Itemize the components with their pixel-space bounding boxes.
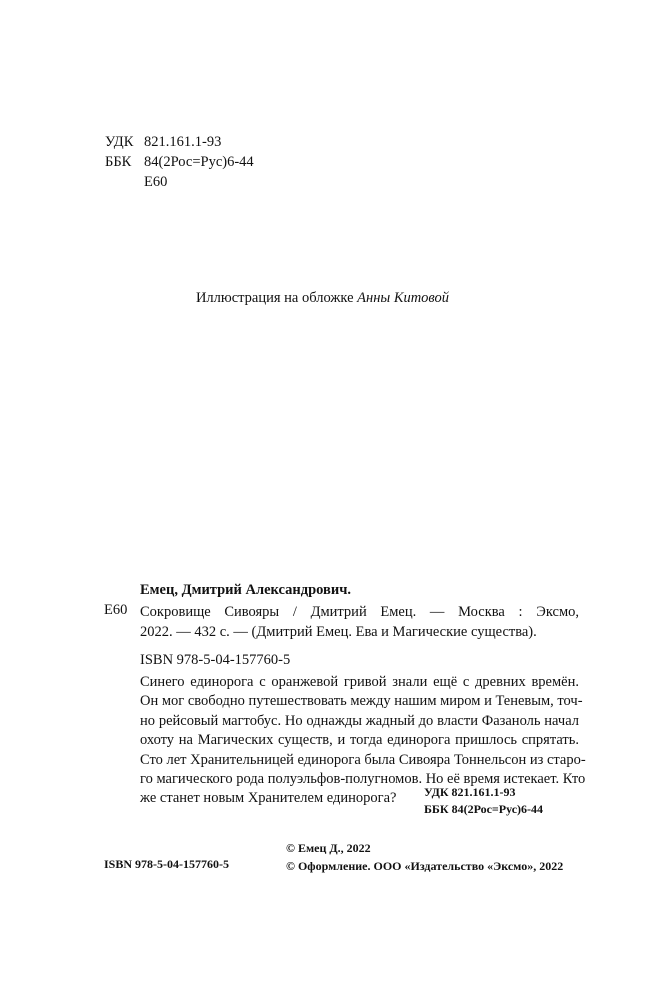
bbk-label: ББК <box>105 154 132 170</box>
udk-row <box>105 132 254 152</box>
annotation-line: же станет новым Хранителем единорога? <box>140 790 397 807</box>
annotation-line: Сто лет Хранительницей единорога была Сивояра Тоннельсон из старо- <box>140 751 586 768</box>
udk-value: 821.161.1-93 <box>144 134 222 150</box>
annotation-line: го магического рода полуэльфов-полугномов. Но её время истекает. Кто <box>140 771 586 788</box>
author-cutter-code: Е60 <box>144 174 168 190</box>
annotation-line: охоту на Магических существ, и тогда единорога пришлось спрятать. <box>140 732 579 749</box>
cutter-row <box>105 172 254 192</box>
entry-description <box>140 602 579 642</box>
copyright-author: © Емец Д., 2022 <box>286 841 371 855</box>
isbn-bottom: ISBN 978-5-04-157760-5 <box>104 857 229 871</box>
classification-block <box>105 132 254 192</box>
annotation-line: Он мог свободно путешествовать между нашим миром и Теневым, точ- <box>140 693 583 710</box>
index-codes <box>424 784 543 818</box>
entry-cutter: Е60 <box>104 602 128 618</box>
copyright-block <box>286 839 563 875</box>
annotation-line: Синего единорога с оранжевой гривой знали ещё с древних времён. <box>140 674 579 690</box>
bbk-row <box>105 152 254 172</box>
index-udk: УДК 821.161.1-93 <box>424 785 516 799</box>
udk-label: УДК <box>105 134 134 150</box>
entry-description-line: Сокровище Сивояры / Дмитрий Емец. — Москва : Эксмо, <box>140 604 579 620</box>
entry-description-line: 2022. — 432 с. — (Дмитрий Емец. Ева и Магические существа). <box>140 624 537 640</box>
illustration-credit <box>0 290 645 307</box>
illustration-prefix: Иллюстрация на обложке <box>195 290 358 306</box>
illustration-artist: Анны Китовой <box>357 290 450 306</box>
entry-isbn: ISBN 978-5-04-157760-5 <box>140 652 291 668</box>
copyright-design: © Оформление. ООО «Издательство «Эксмо», 2022 <box>286 859 564 873</box>
bbk-value: 84(2Рос=Рус)6-44 <box>144 154 254 170</box>
entry-author: Емец, Дмитрий Александрович. <box>140 582 352 598</box>
annotation-line: но рейсовый магтобус. Но однажды жадный до власти Фазаноль начал <box>140 712 579 729</box>
index-bbk: ББК 84(2Рос=Рус)6-44 <box>424 802 544 816</box>
